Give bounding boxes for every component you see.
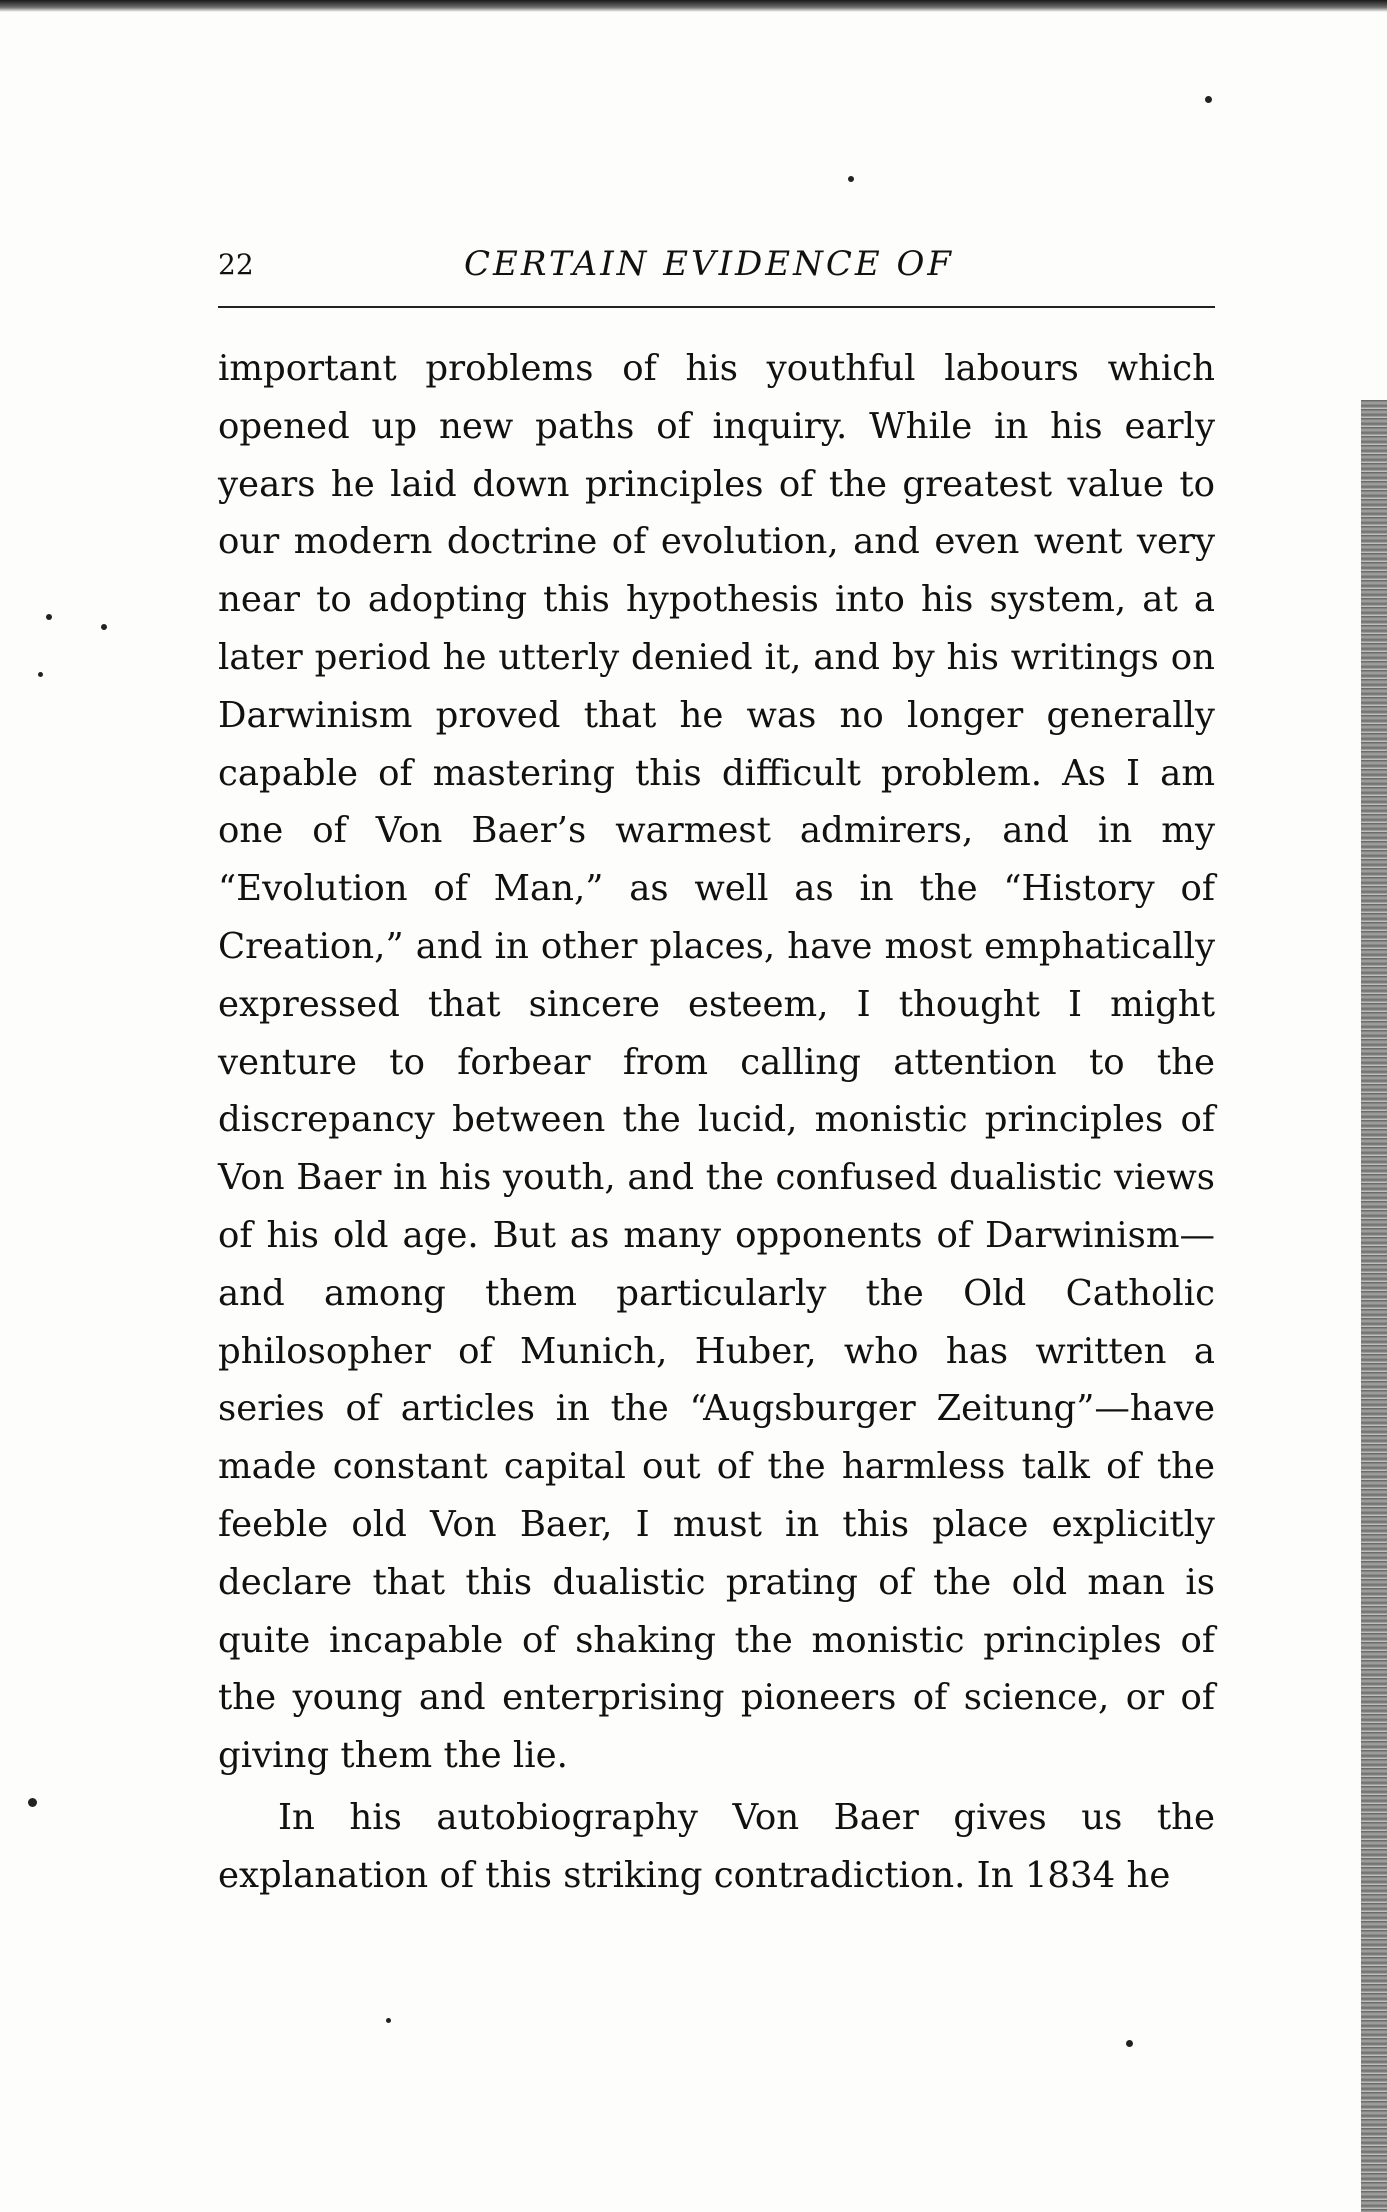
scan-speck	[28, 1798, 37, 1807]
page-header	[218, 244, 1218, 288]
paragraph: In his autobiography Von Baer gives us the explanation of this striking contradiction. In 1834 he	[218, 1796, 1215, 1896]
page-top-edge	[0, 0, 1387, 12]
header-rule	[218, 306, 1215, 308]
scan-speck	[38, 672, 43, 677]
scan-speck	[1126, 2040, 1133, 2047]
running-title: CERTAIN EVIDENCE OF	[464, 244, 954, 284]
scan-speck	[386, 2018, 391, 2023]
scan-speck	[848, 176, 854, 182]
scan-speck	[46, 614, 52, 620]
scan-speck	[101, 624, 107, 630]
paragraph: important problems of his youthful labours which opened up new paths of inquiry. While in his early years he laid down principles of the greatest value to our modern doctrine of evolution, and even went very near to adopting this hypothesis into his system, at a later period he utterly denied it, and by his writings on Darwinism proved that he was no longer generally capable of mastering this difficult problem. As I am one of Von Baer’s warmest admirers, and in my “Evolution of Man,” as well as in the “History of Creation,” and in other places, have most emphatically expressed that sincere esteem, I thought I might venture to forbear from calling attention to the discrepancy between the lucid, monistic principles of Von Baer in his youth, and the confused dualistic views of his old age. But as many opponents of Darwinism—and among them particularly the Old Catholic philosopher of Munich, Huber, who has written a series of articles in the “Augsburger Zeitung”—have made constant capital out of the harmless talk of the feeble old Von Baer, I must in this place explicitly declare that this dualistic prating of the old man is quite incapable of shaking the monistic principles of the young and enterprising pioneers of science, or of giving them the lie.	[218, 348, 1215, 1777]
page-number: 22	[218, 248, 254, 281]
page-binding-edge	[1361, 400, 1387, 2212]
scan-speck	[1205, 96, 1212, 103]
body-text	[218, 340, 1215, 1905]
